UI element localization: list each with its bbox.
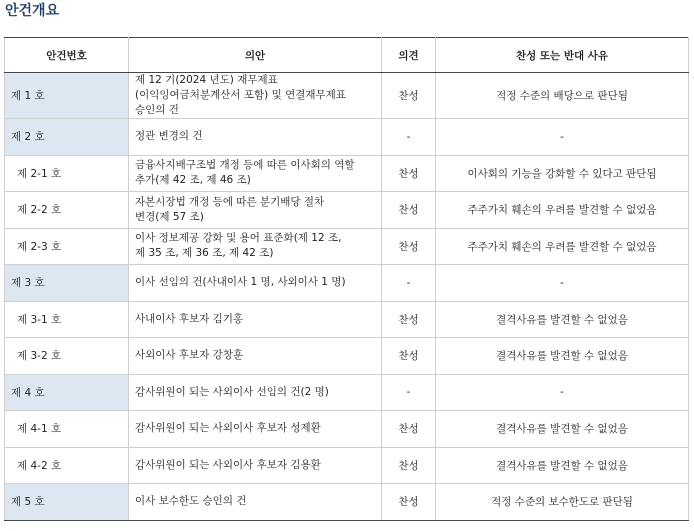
reason-cell: - (436, 265, 689, 302)
reason-cell: 결격사유를 발견할 수 없었음 (436, 411, 689, 448)
table-row (5, 265, 689, 302)
agenda-cell (129, 447, 382, 484)
reason-cell: 적정 수준의 배당으로 판단됨 (436, 73, 689, 119)
agenda-number-cell: 제 2-1 호 (5, 155, 129, 192)
agenda-line: 변경(제 57 조) (135, 210, 204, 223)
agenda-line: 승인의 건 (135, 104, 179, 116)
agenda-line: 감사위원이 되는 사외이사 선임의 건(2 명) (135, 385, 329, 398)
agenda-cell (129, 301, 382, 338)
agenda-line: (이익잉여금처분계산서 포함) 및 연결재무제표 (135, 89, 346, 101)
agenda-table (4, 37, 689, 521)
agenda-cell (129, 73, 382, 119)
reason-cell: 주주가치 훼손의 우려를 발견할 수 없었음 (436, 228, 689, 265)
table-row (5, 192, 689, 229)
opinion-cell: 찬성 (382, 228, 436, 265)
agenda-line: 제 12 기(2024 년도) 재무제표 (135, 74, 278, 86)
table-row (5, 484, 689, 521)
opinion-cell: 찬성 (382, 411, 436, 448)
opinion-cell: 찬성 (382, 447, 436, 484)
table-row (5, 338, 689, 375)
table-header-row (5, 38, 689, 73)
opinion-cell: 찬성 (382, 338, 436, 375)
agenda-cell (129, 374, 382, 411)
agenda-line: 사외이사 후보자 강창훈 (135, 349, 244, 362)
reason-cell: - (436, 119, 689, 156)
agenda-line: 감사위원이 되는 사외이사 후보자 김용환 (135, 458, 321, 471)
opinion-cell: 찬성 (382, 192, 436, 229)
agenda-number-cell: 제 1 호 (5, 73, 129, 119)
agenda-number-cell: 제 5 호 (5, 484, 129, 521)
agenda-cell (129, 228, 382, 265)
reason-cell: - (436, 374, 689, 411)
agenda-cell (129, 119, 382, 156)
table-row (5, 301, 689, 338)
agenda-number-cell: 제 4-1 호 (5, 411, 129, 448)
agenda-line: 제 35 조, 제 36 조, 제 42 조) (135, 247, 274, 260)
opinion-cell: 찬성 (382, 155, 436, 192)
agenda-cell (129, 338, 382, 375)
agenda-number-cell: 제 2-2 호 (5, 192, 129, 229)
header-opinion: 의견 (382, 38, 436, 73)
reason-cell: 결격사유를 발견할 수 없었음 (436, 301, 689, 338)
agenda-line: 이사 보수한도 승인의 건 (135, 495, 247, 508)
header-agenda-number: 안건번호 (5, 38, 129, 73)
agenda-line: 금융사지배구조법 개정 등에 따른 이사회의 역할 (135, 159, 355, 172)
agenda-cell (129, 484, 382, 521)
table-row (5, 73, 689, 119)
agenda-number-cell: 제 2-3 호 (5, 228, 129, 265)
agenda-line: 이사 선임의 건(사내이사 1 명, 사외이사 1 명) (135, 276, 346, 289)
agenda-number-cell: 제 3-1 호 (5, 301, 129, 338)
agenda-cell (129, 411, 382, 448)
reason-cell: 이사회의 기능을 강화할 수 있다고 판단됨 (436, 155, 689, 192)
opinion-cell: 찬성 (382, 73, 436, 119)
table-row (5, 155, 689, 192)
opinion-cell: - (382, 119, 436, 156)
table-row (5, 119, 689, 156)
reason-cell: 결격사유를 발견할 수 없었음 (436, 447, 689, 484)
agenda-line: 감사위원이 되는 사외이사 후보자 성제환 (135, 422, 321, 435)
agenda-number-cell: 제 2 호 (5, 119, 129, 156)
agenda-line: 정관 변경의 건 (135, 130, 203, 143)
opinion-cell: - (382, 374, 436, 411)
agenda-cell (129, 265, 382, 302)
agenda-number-cell: 제 4 호 (5, 374, 129, 411)
header-reason: 찬성 또는 반대 사유 (436, 38, 689, 73)
table-body (5, 73, 689, 521)
opinion-cell: 찬성 (382, 301, 436, 338)
agenda-number-cell: 제 4-2 호 (5, 447, 129, 484)
agenda-number-cell: 제 3 호 (5, 265, 129, 302)
opinion-cell: - (382, 265, 436, 302)
table-row (5, 411, 689, 448)
agenda-line: 사내이사 후보자 김기홍 (135, 312, 244, 325)
agenda-number-cell: 제 3-2 호 (5, 338, 129, 375)
agenda-line: 추가(제 42 조, 제 46 조) (135, 174, 251, 187)
reason-cell: 적정 수준의 보수한도로 판단됨 (436, 484, 689, 521)
table-row (5, 374, 689, 411)
table-row (5, 447, 689, 484)
table-row (5, 228, 689, 265)
opinion-cell: 찬성 (382, 484, 436, 521)
header-agenda: 의안 (129, 38, 382, 73)
agenda-cell (129, 155, 382, 192)
agenda-line: 이사 정보제공 강화 및 용어 표준화(제 12 조, (135, 232, 342, 245)
page-title: 안건개요 (5, 3, 60, 19)
reason-cell: 결격사유를 발견할 수 없었음 (436, 338, 689, 375)
agenda-line: 자본시장법 개정 등에 따른 분기배당 절차 (135, 195, 325, 208)
agenda-cell (129, 192, 382, 229)
reason-cell: 주주가치 훼손의 우려를 발견할 수 없었음 (436, 192, 689, 229)
